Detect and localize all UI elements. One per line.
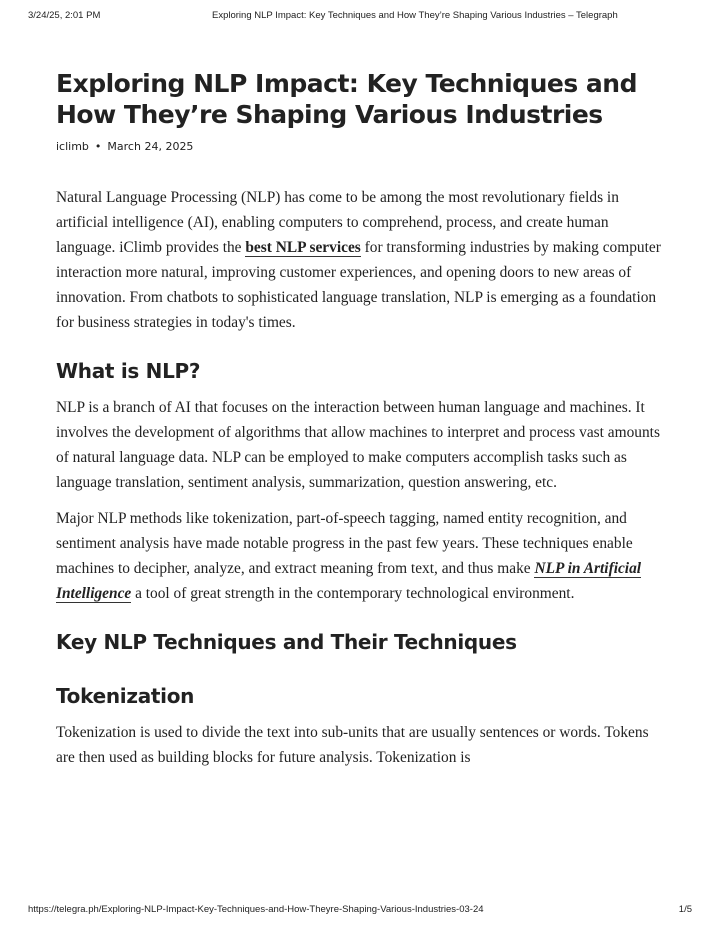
tokenization-paragraph: Tokenization is used to divide the text into sub-units that are usually sentences or words. Tokens are then used as building blocks for future analysis. Tokenization is [56, 724, 649, 766]
heading-tokenization: Tokenization [56, 684, 195, 708]
what-is-nlp-paragraph-2 [56, 506, 668, 606]
best-nlp-services-link[interactable]: best NLP services [245, 239, 361, 256]
print-url: https://telegra.ph/Exploring-NLP-Impact-Key-Techniques-and-How-Theyre-Shaping-Various-Industries-03-24 [28, 904, 484, 915]
print-datetime: 3/24/25, 2:01 PM [28, 10, 101, 21]
publish-date: March 24, 2025 [107, 140, 194, 153]
intro-text-after: for transforming industries by making computer interaction more natural, improving customer experiences, and opening doors to new areas of innovation. From chatbots to sophisticated language translation, NLP is emerging as a foundation for business strategies in today's times. [56, 239, 661, 331]
nlp-in-ai-link[interactable]: NLP in Artificial Intelligence [56, 560, 642, 602]
heading-key-nlp-techniques: Key NLP Techniques and Their Techniques [56, 630, 517, 654]
article [56, 68, 668, 781]
heading-what-is-nlp: What is NLP? [56, 359, 201, 383]
article-meta [56, 140, 668, 153]
article-body [56, 185, 668, 770]
print-page-title: Exploring NLP Impact: Key Techniques and How They’re Shaping Various Industries – Telegraph [212, 10, 618, 21]
author-link[interactable]: iclimb [56, 140, 89, 153]
p2-text-before: Major NLP methods like tokenization, part-of-speech tagging, named entity recognition, and sentiment analysis have made notable progress in the past few years. These techniques enable machines to decipher, analyze, and extract meaning from text, and thus make [56, 510, 633, 577]
print-header [0, 10, 720, 24]
what-is-nlp-paragraph-1: NLP is a branch of AI that focuses on the interaction between human language and machines. It involves the development of algorithms that allow machines to interpret and process vast amounts of natural language data. NLP can be employed to make computers accomplish tasks such as language translation, sentiment analysis, summarization, question answering, etc. [56, 399, 660, 491]
page-number: 1/5 [678, 904, 692, 915]
p2-text-after: a tool of great strength in the contemporary technological environment. [131, 585, 575, 602]
intro-paragraph [56, 185, 668, 335]
print-footer [0, 904, 720, 918]
article-title: Exploring NLP Impact: Key Techniques and How They’re Shaping Various Industries [56, 69, 637, 129]
meta-separator: • [94, 140, 102, 153]
intro-text-before: Natural Language Processing (NLP) has come to be among the most revolutionary fields in artificial intelligence (AI), enabling computers to comprehend, process, and create human language. iClimb provides the [56, 189, 619, 256]
